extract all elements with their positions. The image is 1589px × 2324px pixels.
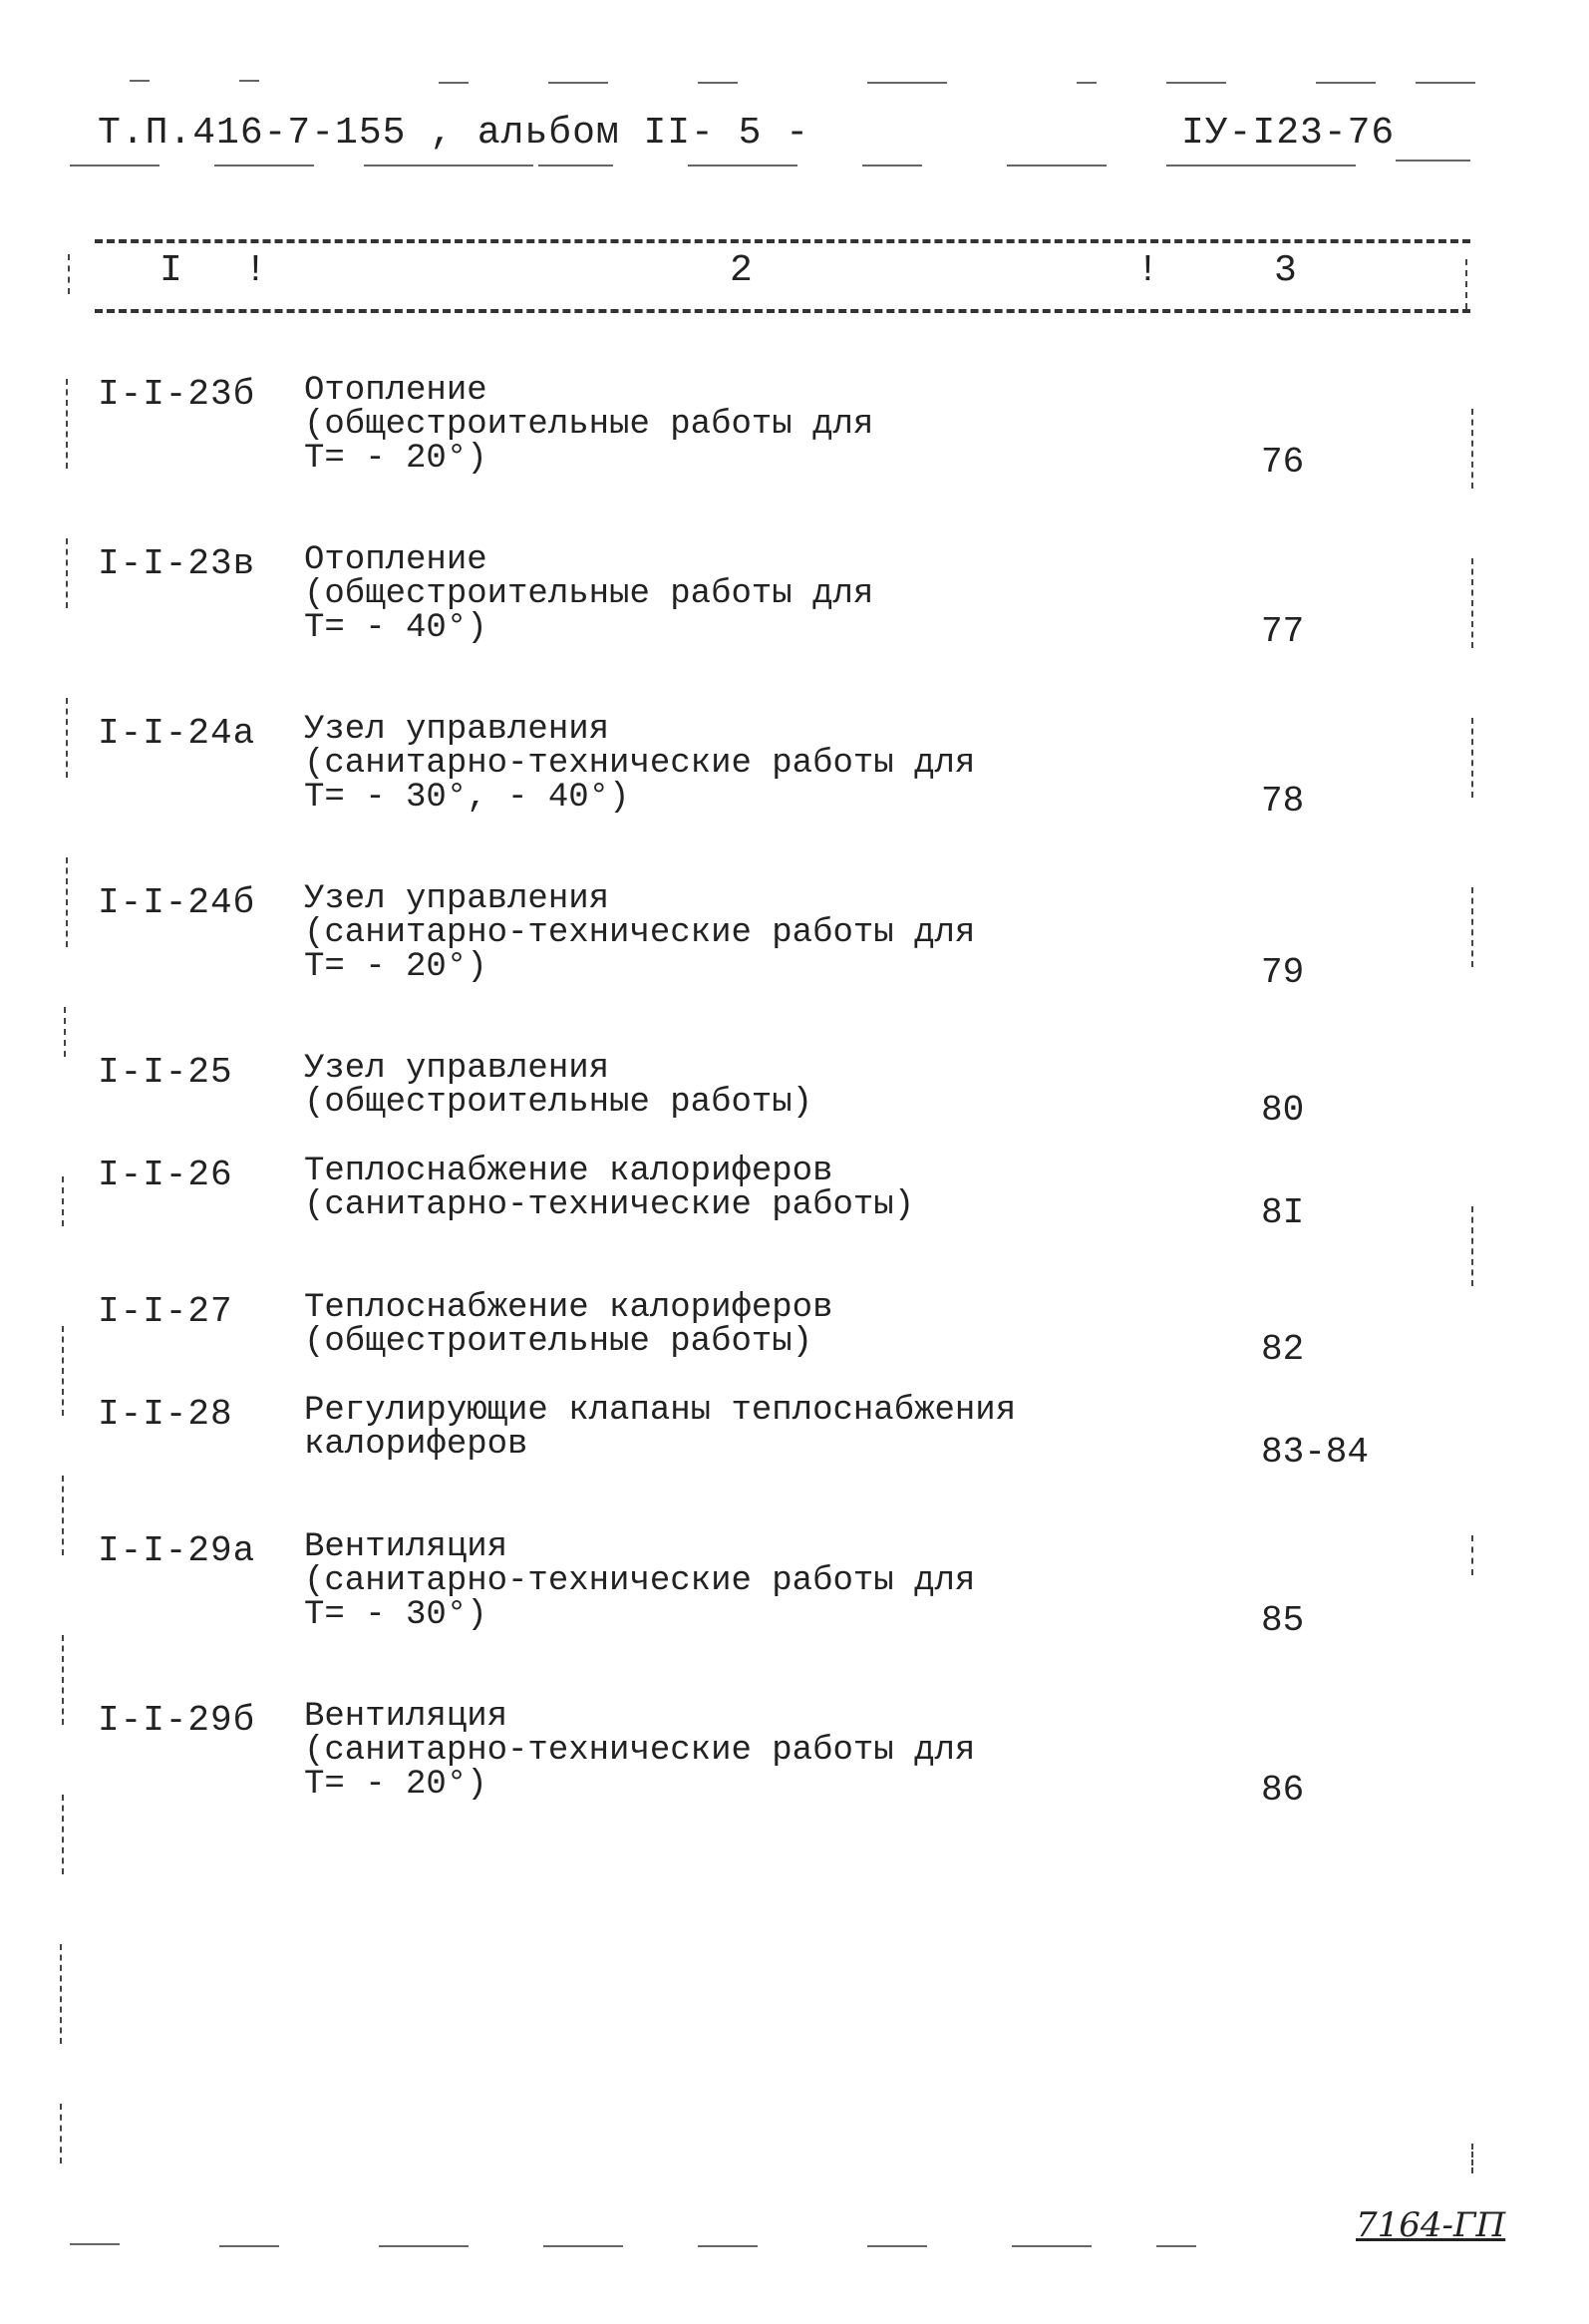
margin-mark	[68, 254, 70, 294]
table-header-rule	[95, 309, 1470, 313]
margin-mark	[1465, 259, 1467, 309]
margin-mark	[1471, 1535, 1473, 1575]
description-line: Т= - 20°)	[304, 948, 487, 986]
scan-mark	[130, 80, 150, 82]
row-page: 80	[1261, 1090, 1305, 1131]
row-code: I-I-25	[98, 1052, 233, 1093]
margin-mark	[1471, 1206, 1473, 1286]
description-line: (санитарно-технические работы для	[304, 1562, 976, 1600]
margin-mark	[60, 2104, 62, 2163]
header-underline	[1166, 165, 1356, 166]
column-separator: !	[244, 249, 267, 292]
scan-mark	[1166, 82, 1226, 84]
description-line: Вентиляция	[304, 1528, 508, 1566]
row-code: I-I-23в	[98, 543, 256, 584]
margin-mark	[64, 1007, 66, 1057]
column-header-2: 2	[730, 249, 753, 292]
description-line: Узел управления	[304, 880, 610, 918]
row-description	[304, 882, 975, 984]
row-description	[304, 1394, 1016, 1462]
header-underline	[364, 165, 533, 166]
header-underline	[1396, 160, 1470, 162]
description-line: (общестроительные работы)	[304, 1084, 813, 1122]
row-description	[304, 1291, 833, 1359]
description-line: (санитарно-технические работы для	[304, 914, 976, 952]
table-top-rule	[95, 239, 1470, 243]
margin-mark	[62, 1476, 64, 1555]
margin-mark	[1471, 718, 1473, 798]
header-underline	[70, 165, 159, 166]
header-underline	[538, 165, 613, 166]
column-separator: !	[1136, 249, 1159, 292]
description-line: калориферов	[304, 1426, 528, 1464]
scan-mark	[1077, 82, 1097, 84]
description-line: Отопление	[304, 372, 487, 410]
margin-mark	[66, 698, 68, 778]
row-page: 86	[1261, 1770, 1305, 1811]
margin-mark	[66, 538, 68, 608]
row-code: I-I-27	[98, 1291, 233, 1332]
description-line: Т= - 30°, - 40°)	[304, 779, 630, 817]
row-page: 83-84	[1261, 1432, 1370, 1473]
document-number: IУ-I23-76	[1181, 112, 1396, 155]
description-line: Отопление	[304, 541, 487, 579]
document-code: Т.П.416-7-155 , альбом II	[98, 112, 692, 155]
row-code: I-I-24а	[98, 713, 256, 754]
description-line: Теплоснабжение калориферов	[304, 1289, 833, 1327]
row-code: I-I-26	[98, 1155, 233, 1195]
description-line: Узел управления	[304, 1050, 610, 1088]
row-page: 76	[1261, 442, 1305, 483]
row-page: 8I	[1261, 1192, 1305, 1233]
scan-mark	[698, 2245, 758, 2247]
header-underline	[1007, 165, 1107, 166]
row-page: 78	[1261, 781, 1305, 822]
row-code: I-I-29б	[98, 1700, 256, 1741]
margin-mark	[62, 1635, 64, 1725]
row-code: I-I-24б	[98, 882, 256, 923]
margin-mark	[66, 857, 68, 947]
description-line: Т= - 20°)	[304, 1766, 487, 1804]
description-line: Регулирующие клапаны теплоснабжения	[304, 1392, 1017, 1430]
row-page: 85	[1261, 1600, 1305, 1641]
row-description	[304, 1052, 812, 1120]
row-page: 79	[1261, 952, 1305, 993]
scan-mark	[543, 2245, 623, 2247]
description-line: Узел управления	[304, 711, 610, 749]
description-line: Вентиляция	[304, 1698, 508, 1736]
row-code: I-I-23б	[98, 374, 256, 415]
row-code: I-I-29а	[98, 1530, 256, 1571]
scan-mark	[219, 2245, 279, 2247]
description-line: (санитарно-технические работы для	[304, 745, 976, 783]
description-line: (общестроительные работы для	[304, 406, 874, 444]
archive-number: 7164-ГП	[1356, 2205, 1506, 2245]
scan-mark	[439, 82, 469, 84]
scan-mark	[1156, 2245, 1196, 2247]
row-description	[304, 1700, 975, 1802]
header-underline	[214, 165, 314, 166]
scan-mark	[1416, 82, 1475, 84]
margin-mark	[62, 1795, 64, 1874]
description-line: (общестроительные работы)	[304, 1323, 813, 1361]
row-description	[304, 543, 873, 645]
scan-mark	[548, 82, 608, 84]
description-line: (санитарно-технические работы)	[304, 1186, 915, 1224]
description-line: Теплоснабжение калориферов	[304, 1153, 833, 1190]
header-underline	[688, 165, 797, 166]
scan-mark	[698, 82, 738, 84]
margin-mark	[1471, 887, 1473, 967]
row-description	[304, 713, 975, 815]
description-line: (общестроительные работы для	[304, 575, 874, 613]
page-number: - 5 -	[691, 112, 810, 155]
scan-mark	[239, 80, 259, 82]
margin-mark	[62, 1326, 64, 1416]
scan-mark	[867, 82, 947, 84]
scan-mark	[1316, 82, 1376, 84]
row-page: 82	[1261, 1329, 1305, 1370]
row-description	[304, 1155, 914, 1222]
scan-mark	[1012, 2245, 1092, 2247]
description-line: (санитарно-технические работы для	[304, 1732, 976, 1770]
column-header-1: I	[159, 249, 182, 292]
scan-mark	[379, 2245, 469, 2247]
header-underline	[862, 165, 922, 166]
margin-mark	[62, 1176, 64, 1226]
margin-mark	[1471, 558, 1473, 648]
row-code: I-I-28	[98, 1394, 233, 1435]
scan-mark	[867, 2245, 927, 2247]
description-line: Т= - 20°)	[304, 440, 487, 478]
margin-mark	[60, 1944, 62, 2044]
row-description	[304, 374, 873, 476]
margin-mark	[1471, 409, 1473, 489]
column-header-3: 3	[1274, 249, 1297, 292]
margin-mark	[1471, 2144, 1473, 2173]
row-description	[304, 1530, 975, 1632]
scan-mark	[70, 2243, 120, 2245]
margin-mark	[66, 379, 68, 469]
row-page: 77	[1261, 611, 1305, 652]
description-line: Т= - 40°)	[304, 609, 487, 647]
description-line: Т= - 30°)	[304, 1596, 487, 1634]
